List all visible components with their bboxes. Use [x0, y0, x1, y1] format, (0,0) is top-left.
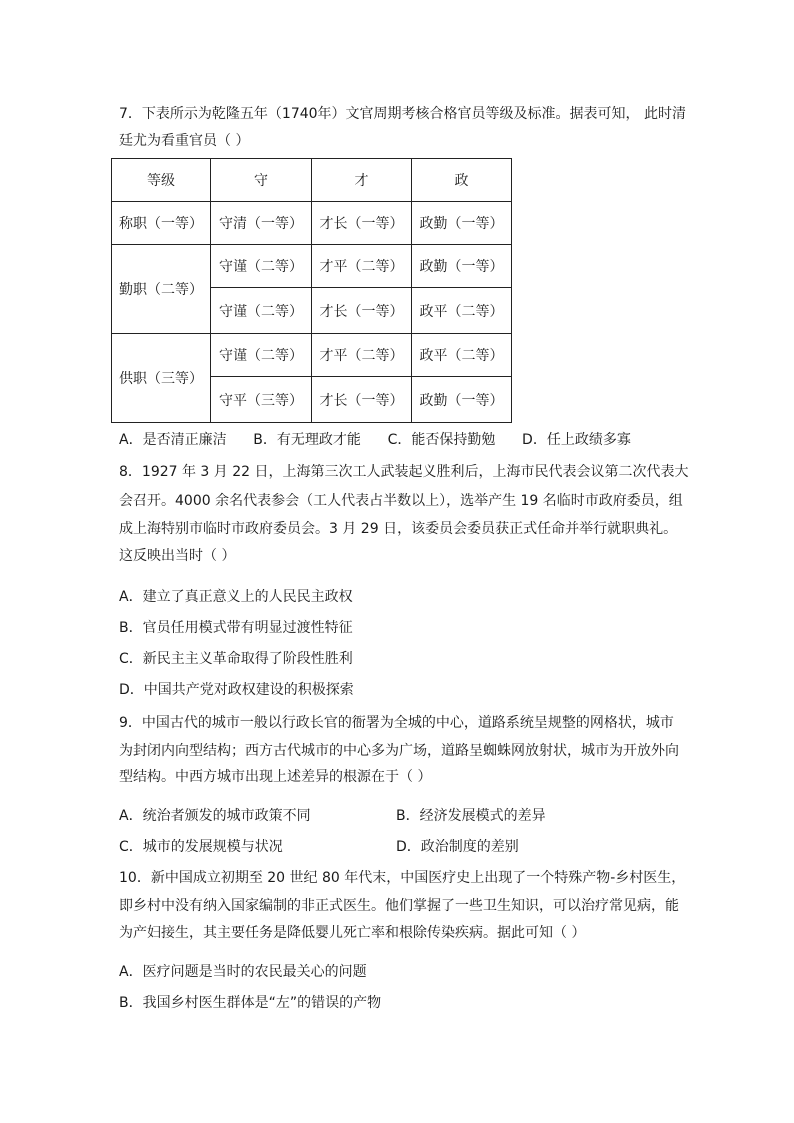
- table-cell: 政平（二等）: [412, 288, 512, 334]
- table-row: [112, 202, 512, 245]
- grade-cell: 勤职（二等）: [112, 245, 211, 334]
- q7-stem-line2: 廷尤为看重官员（ ）: [119, 133, 250, 149]
- table-row: [112, 334, 512, 377]
- table-cell: 守谨（二等）: [211, 334, 312, 377]
- grade-cell: 称职（一等）: [112, 202, 211, 245]
- table-header-cell: 等级: [112, 159, 211, 202]
- table-cell: 才长（一等）: [312, 288, 412, 334]
- q9-option-a: A．统治者颁发的城市政策不同: [119, 808, 311, 824]
- q10-option-b: B．我国乡村医生群体是“左”的错误的产物: [119, 995, 382, 1011]
- q8-option-c: C．新民主主义革命取得了阶段性胜利: [119, 651, 353, 667]
- table-header-cell: 政: [412, 159, 512, 202]
- table-cell: 政勤（一等）: [412, 377, 512, 423]
- q8-option-d: D．中国共产党对政权建设的积极探索: [119, 682, 354, 698]
- table-header-cell: 才: [312, 159, 412, 202]
- table-cell: 才平（二等）: [312, 245, 412, 288]
- table-cell: 政勤（一等）: [412, 245, 512, 288]
- table-cell: 政平（二等）: [412, 334, 512, 377]
- q9-option-b: B．经济发展模式的差异: [396, 808, 546, 824]
- table-cell: 才长（一等）: [312, 202, 412, 245]
- table-cell: 守谨（二等）: [211, 288, 312, 334]
- q8-stem-line2: 会召开。4000 余名代表参会（工人代表占半数以上），选举产生 19 名临时市政府委员，组: [119, 493, 683, 509]
- q9-option-c: C．城市的发展规模与状况: [119, 839, 283, 855]
- q9-stem-line3: 型结构。中西方城市出现上述差异的根源在于（ ）: [119, 769, 432, 785]
- table-header-cell: 守: [211, 159, 312, 202]
- q10-option-a: A．医疗问题是当时的农民最关心的问题: [119, 964, 367, 980]
- q10-stem-line3: 为产妇接生，其主要任务是降低婴儿死亡率和根除传染疾病。据此可知（ ）: [119, 925, 586, 941]
- q7-stem-line1: 7．下表所示为乾隆五年（1740年）文官周期考核合格官员等级及标准。据表可知， 此时清: [119, 106, 686, 122]
- table-header-row: [112, 159, 512, 202]
- q9-option-d: D．政治制度的差别: [396, 839, 519, 855]
- q8-stem-line1: 8．1927 年 3 月 22 日，上海第三次工人武装起义胜利后，上海市民代表会议第二次代表大: [119, 464, 689, 480]
- q8-stem-line3: 成上海特别市临时市政府委员会。3 月 29 日，该委员会委员获正式任命并举行就职典礼。: [119, 521, 678, 537]
- grade-standards-table: [111, 158, 512, 423]
- table-cell: 政勤（一等）: [412, 202, 512, 245]
- q8-option-b: B．官员任用模式带有明显过渡性特征: [119, 620, 353, 636]
- q7-options: A．是否清正廉洁 B．有无理政才能 C．能否保持勤勉 D．任上政绩多寡: [119, 432, 631, 448]
- table-cell: 守谨（二等）: [211, 245, 312, 288]
- table-cell: 守平（三等）: [211, 377, 312, 423]
- q8-option-a: A．建立了真正意义上的人民民主政权: [119, 589, 353, 605]
- table-cell: 守清（一等）: [211, 202, 312, 245]
- q10-stem-line2: 即乡村中没有纳入国家编制的非正式医生。他们掌握了一些卫生知识，可以治疗常见病，能: [119, 898, 679, 914]
- table-cell: 才平（二等）: [312, 334, 412, 377]
- q9-stem-line2: 为封闭内向型结构；西方古代城市的中心多为广场，道路呈蜘蛛网放射状，城市为开放外向: [119, 743, 679, 759]
- q10-stem-line1: 10．新中国成立初期至 20 世纪 80 年代末，中国医疗史上出现了一个特殊产物-乡村医生，: [119, 870, 686, 886]
- table-cell: 才长（一等）: [312, 377, 412, 423]
- table-row: [112, 245, 512, 288]
- q8-stem-line4: 这反映出当时（ ）: [119, 548, 236, 564]
- q9-stem-line1: 9．中国古代的城市一般以行政长官的衙署为全城的中心，道路系统呈规整的网格状，城市: [119, 715, 674, 731]
- grade-cell: 供职（三等）: [112, 334, 211, 423]
